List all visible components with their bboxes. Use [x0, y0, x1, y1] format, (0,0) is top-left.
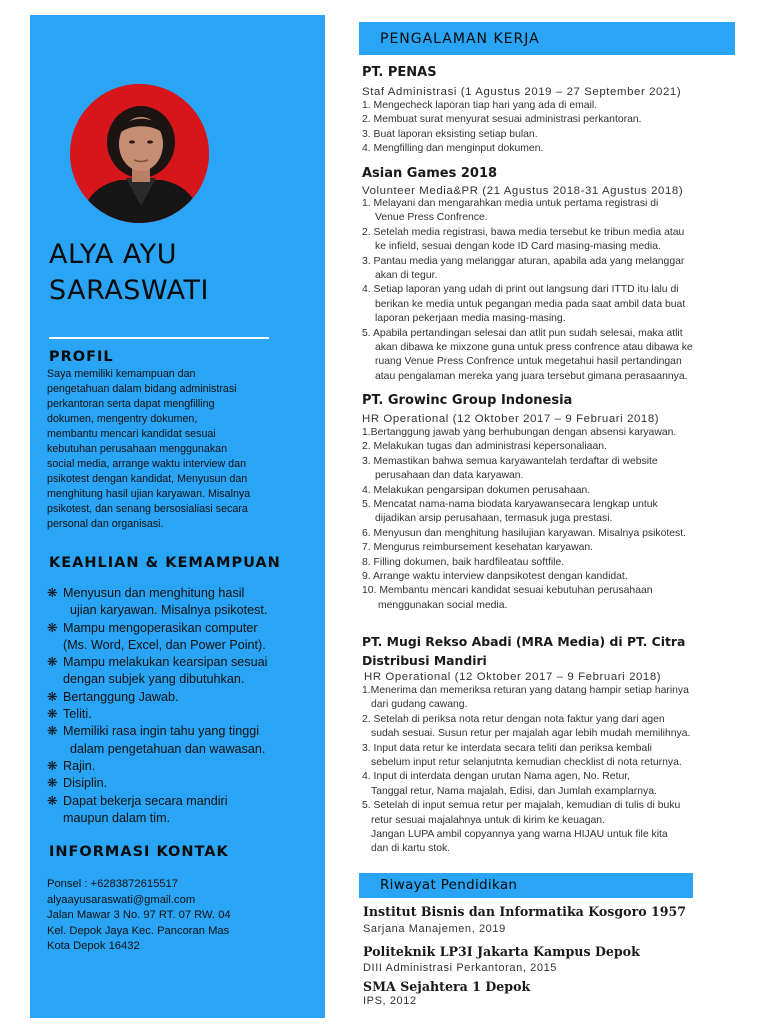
name-line: SARASWATI — [49, 275, 209, 306]
job-entry — [362, 632, 768, 857]
job-company: PT. Mugi Rekso Abadi (MRA Media) di PT. Citra Distribusi Mandiri — [362, 634, 686, 668]
job-role: HR Operational (12 Oktober 2017 – 9 Februari 2018) — [364, 671, 662, 683]
bullet-star-icon: ❋ — [47, 724, 58, 739]
profile-line: pengetahuan dalam bidang administrasi — [47, 383, 237, 395]
education-school: SMA Sejahtera 1 Depok — [363, 979, 531, 994]
contact-email: alyaayusaraswati@gmail.com — [47, 893, 196, 906]
job-role: HR Operational (12 Oktober 2017 – 9 Februari 2018) — [362, 413, 660, 425]
job-duties: 1.Menerima dan memeriksa returan yang datang hampir setiap harinya dari gudang cawang. 2. Setelah di periksa nota retur dengan nota faktur yang dari agen sudah sesuai. Susun retur per majalah agar lebih mudah memilihnya. 3. Input data retur ke interdata secara teliti dan periksa kembali sebelum input retur selanjutnta kemudian checklist di nota returnya. 4. Input di interdata dengan urutan Nama agen, No. Retur, Tanggal retur, Nama majalah, Edisi, dan Jumlah examplarnya. 5. Setelah di input semua retur per majalah, kemudian di tulis di buku retur sesuai majalahnya untuk di kirim ke keuagan. Jangan LUPA ambil copyannya yang warna HIJAU untuk file kita dan di kartu stok. — [362, 685, 691, 855]
contact-heading: INFORMASI KONTAK — [49, 844, 229, 860]
skill-item: ❋ Memiliki rasa ingin tahu yang tinggi dalam pengetahuan dan wawasan. — [47, 724, 266, 756]
skill-item: ❋ Dapat bekerja secara mandiri maupun dalam tim. — [47, 793, 228, 825]
bullet-star-icon: ❋ — [47, 776, 58, 791]
skill-item: ❋ Teliti. — [47, 706, 322, 723]
education-detail: IPS, 2012 — [363, 995, 417, 1007]
skill-item: ❋ Rajin. — [47, 758, 322, 775]
profile-line: psikotest dengan kandidat, Menyusun dan — [47, 473, 248, 485]
person-portrait-icon — [70, 84, 209, 223]
job-entry — [362, 393, 768, 613]
experience-banner — [359, 22, 735, 55]
job-role: Staf Administrasi (1 Agustus 2019 – 27 September 2021) — [362, 86, 682, 98]
full-name — [49, 237, 309, 309]
job-company: Asian Games 2018 — [362, 166, 498, 181]
profile-line: psikotest, dan senang bersosialiasi secara — [47, 503, 248, 515]
contact-address: Kel. Depok Jaya Kec. Pancoran Mas — [47, 924, 230, 937]
profile-line: personal dan organisasi. — [47, 518, 164, 530]
bullet-star-icon: ❋ — [47, 655, 58, 670]
job-duties: 1.Bertanggung jawab yang berhubungan dengan absensi karyawan. 2. Melakukan tugas dan administrasi kepersonaliaan. 3. Memastikan bahwa semua karyawantelah terdaftar di website perusahaan dan data karyawan. 4. Melakukan pengarsipan dokumen perusahaan. 5. Mencatat nama-nama biodata karyawansecara lengkap untuk dijadikan arsip perusahaan, termasuk juga prestasi. 6. Menyusun dan menghitung hasilujian karyawan. Misalnya psikotest. 7. Mengurus reimbursement kesehatan karyawan. 8. Filling dokumen, baik hardfileatau softfile. 9. Arrange waktu interview danpsikotest dengan kandidat. 10. Membantu mencari kandidat sesuai kebutuhan perusahaan menggunakan social media. — [362, 427, 687, 611]
profile-line: perkantoran serta dapat mengfilling — [47, 398, 215, 410]
education-school: Politeknik LP3I Jakarta Kampus Depok — [363, 944, 640, 959]
bullet-star-icon: ❋ — [47, 620, 58, 635]
job-duties: 1. Mengecheck laporan tiap hari yang ada di email. 2. Membuat surat menyurat sesuai administrasi perkantoran. 3. Buat laporan eksisting setiap bulan. 4. Mengfilling dan menginput dokumen. — [362, 100, 642, 155]
skills-list — [47, 585, 322, 827]
profile-heading: PROFIL — [49, 349, 114, 365]
job-company: PT. Growinc Group Indonesia — [362, 393, 573, 408]
skill-item: ❋ Menyusun dan menghitung hasil ujian karyawan. Misalnya psikotest. — [47, 586, 268, 618]
profile-line: dokumen, mengentry dokumen, — [47, 413, 198, 425]
bullet-star-icon: ❋ — [47, 689, 58, 704]
profile-line: social media, arrange waktu interview dan — [47, 458, 247, 470]
skill-item: ❋ Disiplin. — [47, 775, 322, 792]
contact-info — [47, 877, 307, 955]
job-entry — [362, 65, 768, 157]
name-line: ALYA AYU — [49, 239, 178, 270]
skill-item: ❋ Mampu mengoperasikan computer (Ms. Word, Excel, dan Power Point). — [47, 620, 266, 652]
profile-photo — [70, 84, 209, 223]
contact-address: Jalan Mawar 3 No. 97 RT. 07 RW. 04 — [47, 909, 231, 922]
profile-line: menghitung hasil ujian karyawan. Misalnya — [47, 488, 251, 500]
experience-heading: PENGALAMAN KERJA — [380, 31, 540, 47]
job-company: PT. PENAS — [362, 65, 437, 80]
contact-phone: Ponsel : +6283872615517 — [47, 878, 178, 890]
skills-heading: KEAHLIAN & KEMAMPUAN — [49, 555, 281, 571]
bullet-star-icon: ❋ — [47, 586, 58, 600]
profile-text — [47, 367, 307, 532]
profile-line: membantu mencari kandidat sesuai — [47, 428, 216, 440]
job-role: Volunteer Media&PR (21 Agustus 2018-31 Agustus 2018) — [362, 185, 684, 197]
education-school: Institut Bisnis dan Informatika Kosgoro 1957 — [363, 904, 687, 919]
profile-line: kebutuhan perusahaan menggunakan — [47, 443, 228, 455]
profile-line: Saya memiliki kemampuan dan — [47, 368, 196, 380]
skill-item: ❋ Mampu melakukan kearsipan sesuai dengan subjek yang dibutuhkan. — [47, 655, 268, 687]
education-detail: Sarjana Manajemen, 2019 — [363, 923, 506, 935]
sidebar — [30, 15, 325, 1018]
bullet-star-icon: ❋ — [47, 707, 58, 722]
divider — [49, 337, 269, 339]
job-entry — [362, 166, 768, 384]
bullet-star-icon: ❋ — [47, 758, 58, 773]
job-duties: 1. Melayani dan mengarahkan media untuk pertama registrasi di Venue Press Confrence. 2. Setelah media registrasi, bawa media tersebut ke tribun media atau ke infield, sesuai dengan kode ID Card masing-masing media. 3. Pantau media yang melanggar aturan, apabila ada yang melanggar akan di tegur. 4. Setiap laporan yang udah di print out langsung dari ITTD itu lalu di berikan ke media untuk pegangan media pada saat ambil data buat laporan pekerjaan media masing-masing. 5. Apabila pertandingan selesai dan atlit pun sudah selesai, maka atlit akan dibawa ke mixzone guna untuk press confrence atau dibawa ke ruang Venue Press Confrence untuk megetahui hasil pertandingan atau pengalaman mereka yang juara tersebut gimana perasaannya. — [362, 198, 693, 382]
education-banner — [359, 873, 693, 898]
skill-item: ❋ Bertanggung Jawab. — [47, 689, 322, 706]
education-detail: DIII Administrasi Perkantoran, 2015 — [363, 962, 558, 974]
education-heading: Riwayat Pendidikan — [380, 877, 518, 893]
bullet-star-icon: ❋ — [47, 793, 58, 808]
contact-address: Kota Depok 16432 — [47, 940, 140, 953]
